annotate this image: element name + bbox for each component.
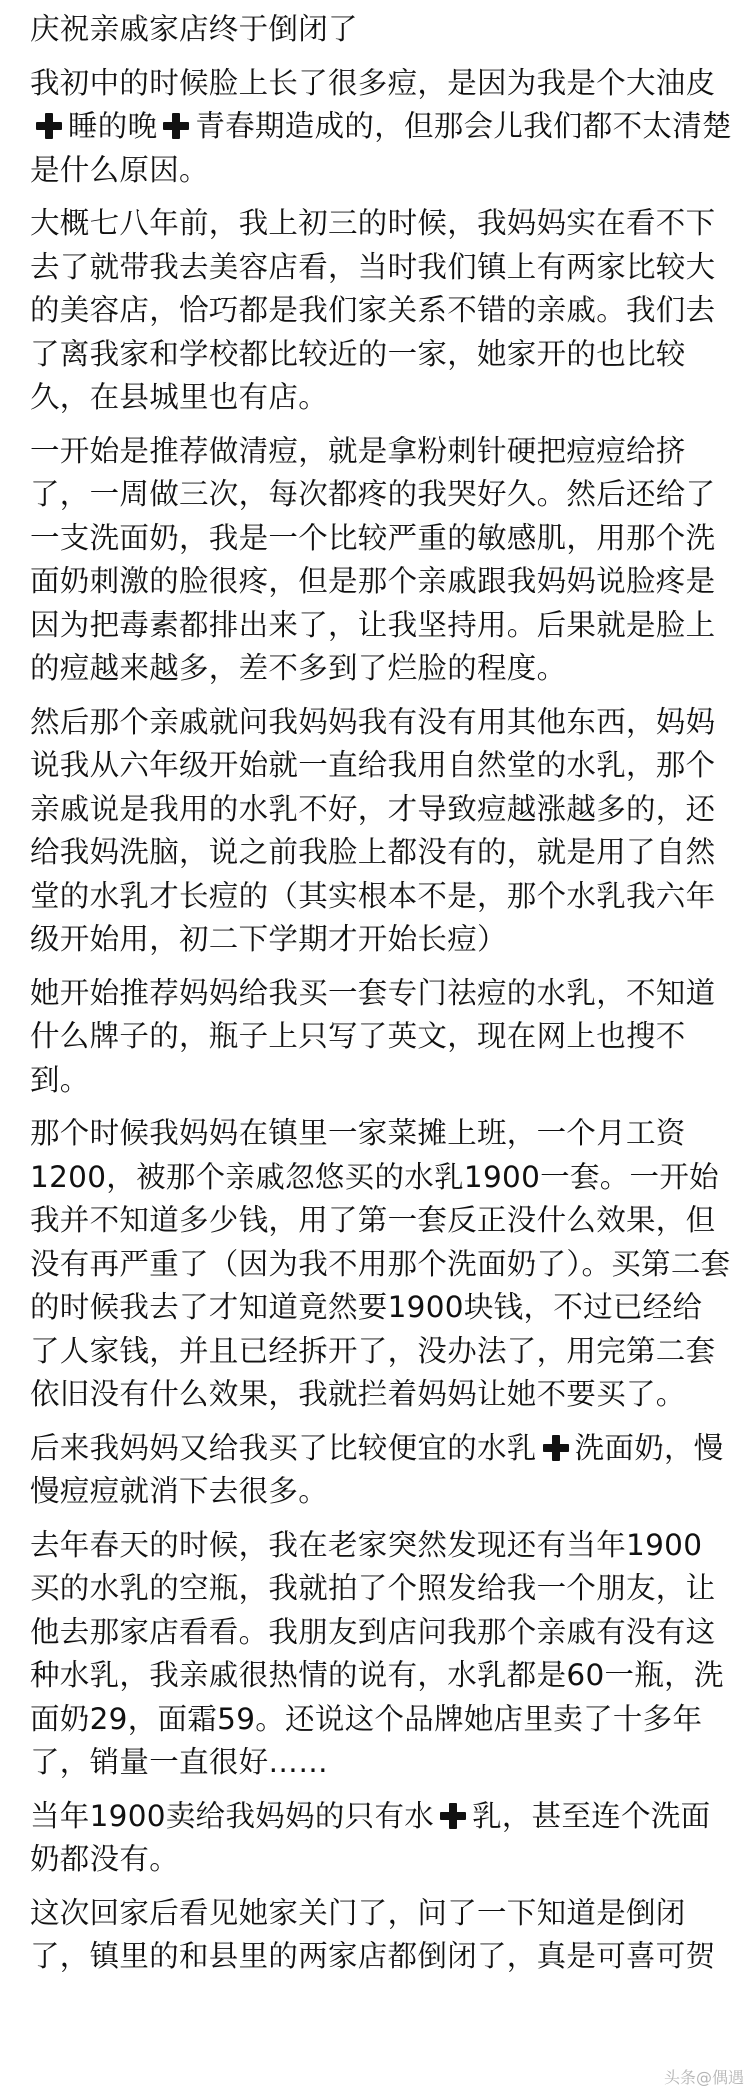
paragraph-text: 我初中的时候脸上长了很多痘，是因为我是个大油皮 xyxy=(30,65,716,100)
paragraph xyxy=(30,62,732,193)
paragraph xyxy=(30,1427,732,1514)
plus-icon xyxy=(36,113,62,139)
watermark: 头条@偶遇 xyxy=(663,2068,744,2087)
paragraph-text: 那个时候我妈妈在镇里一家菜摊上班，一个月工资1200，被那个亲戚忽悠买的水乳1900一套。一开始我并不知道多少钱，用了第一套反正没什么效果，但没有再严重了（因为我不用那个洗面奶了）。买第二套的时候我去了才知道竟然要1900块钱，不过已经给了人家钱，并且已经拆开了，没办法了，用完第二套依旧没有什么效果，我就拦着妈妈让她不要买了。 xyxy=(30,1116,731,1411)
post-title: 庆祝亲戚家店终于倒闭了 xyxy=(30,12,358,46)
paragraph-text: 洗面奶，慢慢痘痘就消下去很多。 xyxy=(30,1430,724,1508)
paragraph xyxy=(30,1892,732,1979)
paragraph-text: 当年1900卖给我妈妈的只有水 xyxy=(30,1798,435,1833)
post-paragraphs xyxy=(30,62,732,1979)
paragraph xyxy=(30,1524,732,1785)
paragraph-text: 大概七八年前，我上初三的时候，我妈妈实在看不下去了就带我去美容店看，当时我们镇上有两家比较大的美容店，恰巧都是我们家关系不错的亲戚。我们去了离我家和学校都比较近的一家，她家开的也比较久，在县城里也有店。 xyxy=(30,206,716,414)
paragraph-text: 去年春天的时候，我在老家突然发现还有当年1900买的水乳的空瓶，我就拍了个照发给我一个朋友，让他去那家店看看。我朋友到店问我那个亲戚有没有这种水乳，我亲戚很热情的说有，水乳都是60一瓶，洗面奶29，面霜59。还说这个品牌她店里卖了十多年了，销量一直很好…… xyxy=(30,1527,724,1779)
paragraph xyxy=(30,972,732,1103)
paragraph-text: 这次回家后看见她家关门了，问了一下知道是倒闭了，镇里的和县里的两家店都倒闭了，真是可喜可贺 xyxy=(30,1895,716,1973)
paragraph-text: 睡的晚 xyxy=(68,109,158,143)
paragraph xyxy=(30,430,732,691)
paragraph-text: 一开始是推荐做清痘，就是拿粉刺针硬把痘痘给挤了，一周做三次，每次都疼的我哭好久。然后还给了一支洗面奶，我是一个比较严重的敏感肌，用那个洗面奶刺激的脸很疼，但是那个亲戚跟我妈妈说脸疼是因为把毒素都排出来了，让我坚持用。后果就是脸上的痘越来越多，差不多到了烂脸的程度。 xyxy=(30,433,716,685)
paragraph xyxy=(30,1112,732,1417)
paragraph-text: 她开始推荐妈妈给我买一套专门祛痘的水乳，不知道什么牌子的，瓶子上只写了英文，现在网上也搜不到。 xyxy=(30,975,716,1097)
paragraph-text: 然后那个亲戚就问我妈妈我有没有用其他东西，妈妈说我从六年级开始就一直给我用自然堂的水乳，那个亲戚说是我用的水乳不好，才导致痘越涨越多的，还给我妈洗脑，说之前我脸上都没有的，就是用了自然堂的水乳才长痘的（其实根本不是，那个水乳我六年级开始用，初二下学期才开始长痘） xyxy=(30,704,716,956)
paragraph xyxy=(30,1795,732,1882)
paragraph xyxy=(30,701,732,962)
plus-icon xyxy=(440,1803,466,1829)
plus-icon xyxy=(163,113,189,139)
paragraph-text: 后来我妈妈又给我买了比较便宜的水乳 xyxy=(30,1430,537,1465)
plus-icon xyxy=(543,1435,569,1461)
paragraph xyxy=(30,202,732,420)
paragraph-text: 青春期造成的，但那会儿我们都不太清楚是什么原因。 xyxy=(30,109,732,187)
paragraph-text: 乳，甚至连个洗面奶都没有。 xyxy=(30,1798,711,1876)
